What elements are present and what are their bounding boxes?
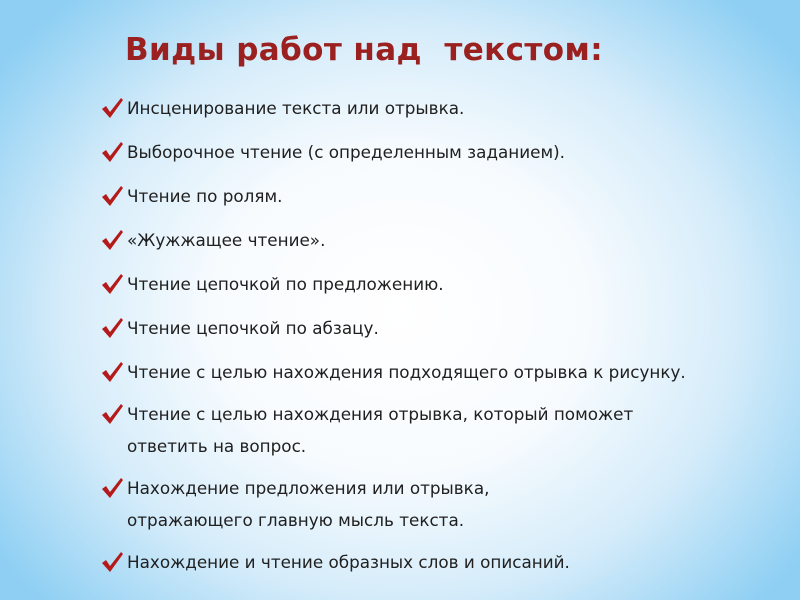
list-item — [100, 180, 690, 212]
checkmark-icon — [100, 180, 127, 212]
checkmark-icon — [100, 398, 127, 430]
checkmark-icon — [100, 546, 127, 578]
list-item-text: Выборочное чтение (с определенным заданием). — [127, 142, 565, 162]
list-item — [100, 398, 647, 462]
checkmark-icon — [100, 312, 127, 344]
list-item — [100, 92, 690, 124]
checkmark-icon — [100, 356, 127, 388]
list-item — [100, 546, 690, 578]
list-item — [100, 356, 687, 388]
checkmark-icon — [100, 268, 127, 300]
list-item-text: Нахождение и чтение образных слов и описаний. — [127, 552, 570, 572]
checkmark-icon — [100, 472, 127, 504]
list-item-text: Чтение с целью нахождения отрывка, который поможет ответить на вопрос. — [127, 404, 634, 456]
list-item — [100, 136, 690, 168]
list-item — [100, 268, 690, 300]
checkmark-icon — [100, 224, 127, 256]
list-item-text: Нахождение предложения или отрывка, отражающего главную мысль текста. — [127, 478, 490, 530]
list-item-text: «Жужжащее чтение». — [127, 230, 326, 250]
list-item — [100, 472, 607, 536]
list-item — [100, 312, 690, 344]
checkmark-icon — [100, 136, 127, 168]
list-item — [100, 224, 690, 256]
checkmark-icon — [100, 92, 127, 124]
list-item-text: Чтение с целью нахождения подходящего отрывка к рисунку. — [127, 362, 686, 382]
list-item-text: Чтение по ролям. — [127, 186, 283, 206]
slide-title: Виды работ над текстом: — [125, 32, 603, 68]
work-types-list — [100, 92, 690, 578]
list-item-text: Чтение цепочкой по абзацу. — [127, 318, 379, 338]
list-item-text: Инсценирование текста или отрывка. — [127, 98, 465, 118]
list-item-text: Чтение цепочкой по предложению. — [127, 274, 444, 294]
